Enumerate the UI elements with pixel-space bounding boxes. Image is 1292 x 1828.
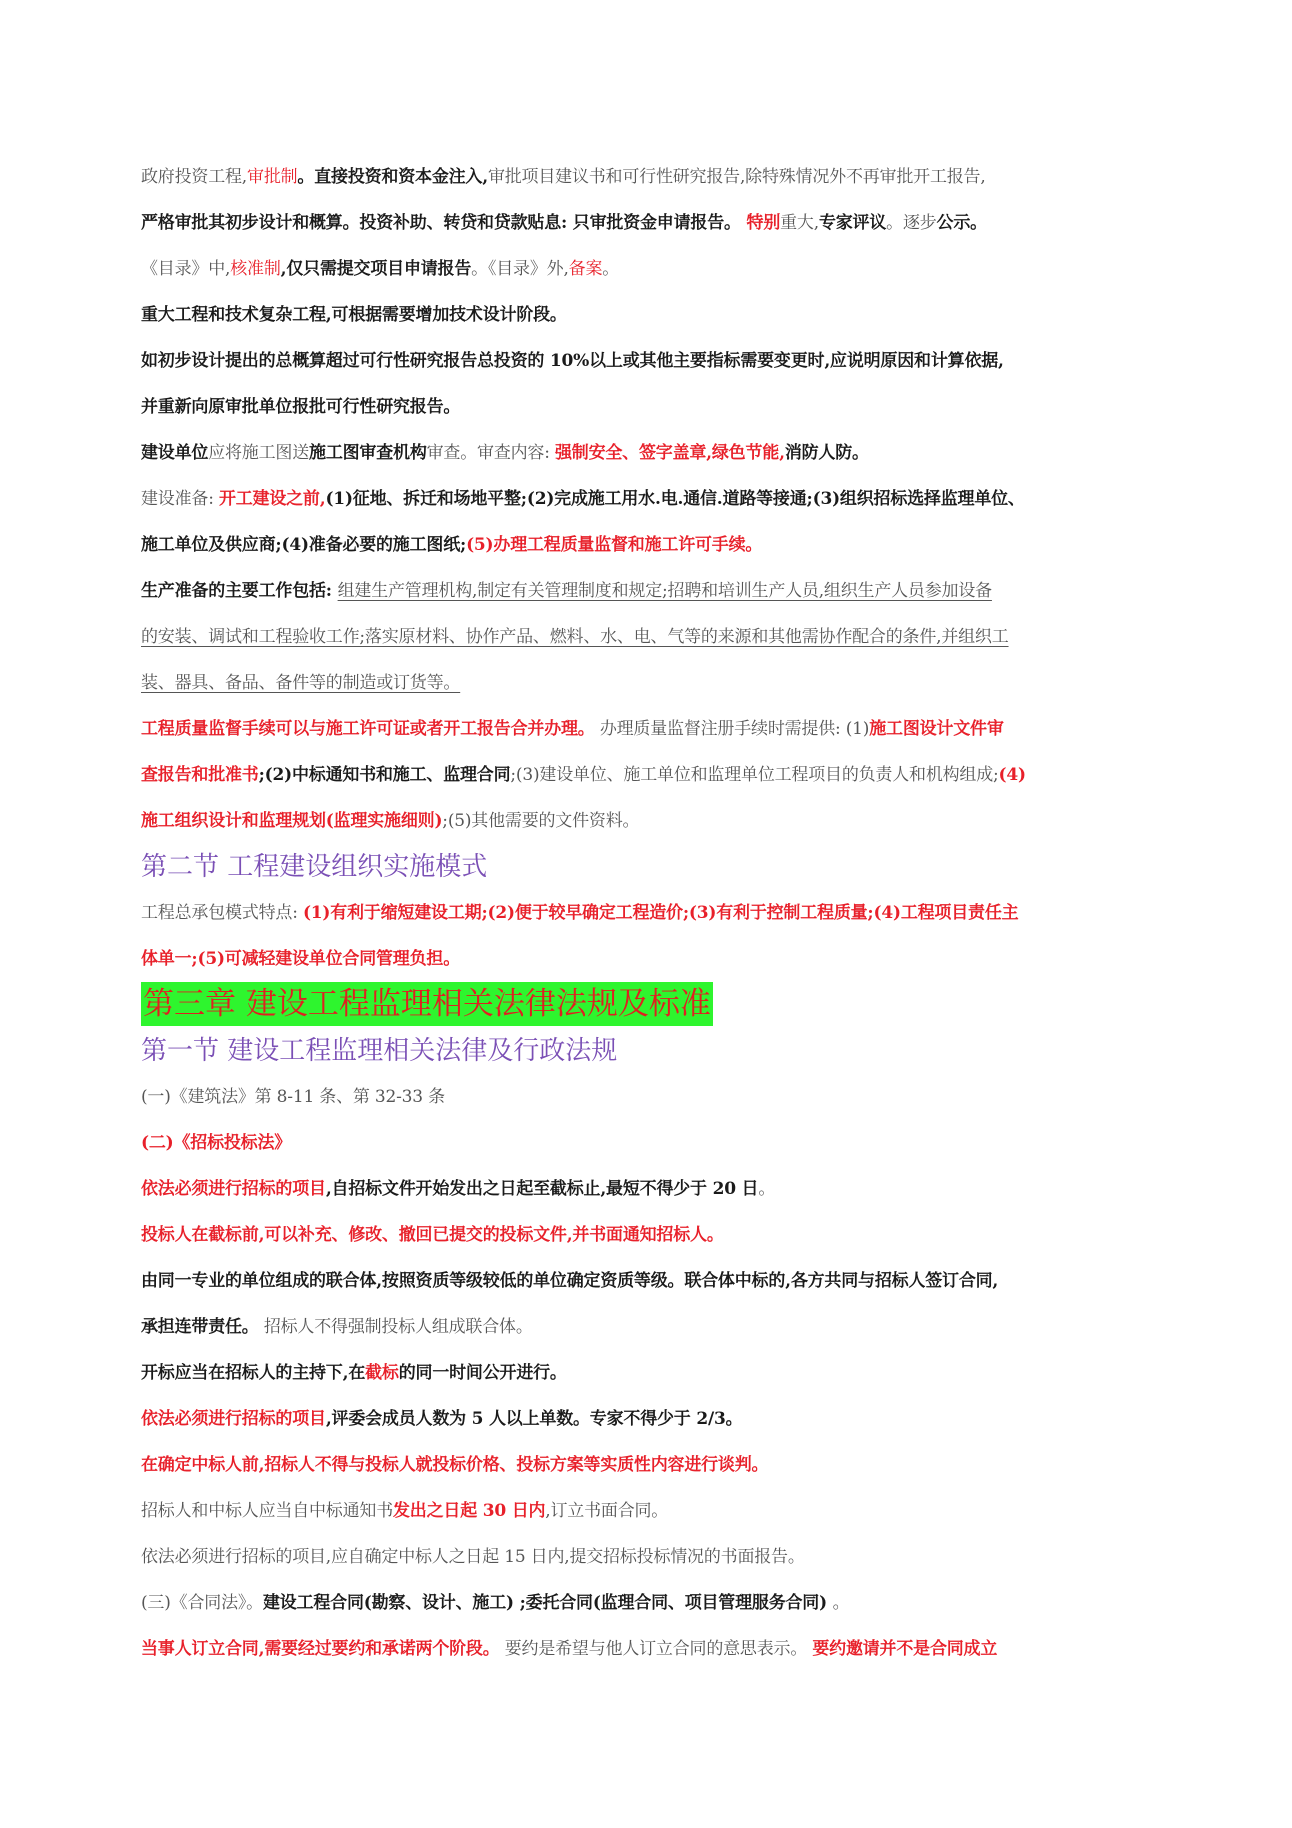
text-line [141,1074,1152,1120]
text-run: 。《目录》外, [471,259,569,279]
text-line [141,154,1152,200]
chapter-heading-wrap [141,982,1152,1028]
text-line [141,1580,1152,1626]
text-line [141,660,1152,706]
text-line [141,384,1152,430]
text-run: 。 [758,1179,776,1199]
text-line [141,1166,1152,1212]
text-run: 应将施工图送 [208,443,310,463]
text-run: (4) [998,765,1026,785]
text-run: 严格审批其初步设计和概算。投资补助、转贷和贷款贴息: 只审批资金申请报告。 [141,213,747,233]
section-heading-2: 第二节 工程建设组织实施模式 [141,852,488,882]
section-heading-3-1: 第一节 建设工程监理相关法律及行政法规 [141,1036,618,1066]
text-run: (1)有利于缩短建设工期;(2)便于较早确定工程造价;(3)有利于控制工程质量;(4)工程项目责任主 [302,903,1019,923]
text-run: ,评委会成员人数为 5 人以上单数。专家不得少于 2/3。 [325,1409,743,1429]
text-run: 招标人不得强制投标人组成联合体。 [258,1317,533,1337]
text-run: 如初步设计提出的总概算超过可行性研究报告总投资的 10%以上或其他主要指标需要变更时,应说明原因和计算依据, [141,351,1004,371]
text-run: 截标 [365,1363,399,1383]
text-run: 依法必须进行招标的项目 [141,1409,326,1429]
paragraph-block-approval [141,154,1152,844]
text-line [141,338,1152,384]
text-run: 工程总承包模式特点: [141,903,303,923]
text-run: 建设准备: [141,489,219,509]
text-run: 要约邀请并不是合同成立 [812,1639,998,1659]
text-run: 生产准备的主要工作包括: [141,581,338,601]
text-line [141,936,1152,982]
text-line [141,430,1152,476]
text-run: 消防人防。 [784,443,869,463]
text-line [141,1534,1152,1580]
text-line [141,890,1152,936]
text-run: (一)《建筑法》第 8-11 条、第 32-33 条 [141,1087,445,1107]
text-run: 政府投资工程, [141,167,248,187]
text-line [141,568,1152,614]
text-line [141,1350,1152,1396]
text-line [141,1442,1152,1488]
text-run: 核准制 [230,259,281,279]
text-run: 强制安全、签字盖章,绿色节能, [554,443,785,463]
text-run: 施工组织设计和监理规划(监理实施细则) [141,811,443,831]
text-run: 《目录》中, [141,259,231,279]
text-line [141,706,1152,752]
text-run: 。直接投资和资本金注入, [297,167,488,187]
text-run: 审批制 [247,167,298,187]
text-run: 特别 [746,213,781,233]
text-run: 审查。审查内容: [426,443,555,463]
text-run: 施工图审查机构 [309,443,427,463]
text-run: 办理质量监督注册手续时需提供: (1) [594,719,870,739]
text-line [141,1626,1152,1672]
text-line [141,522,1152,568]
text-line [141,1120,1152,1166]
text-run: 查报告和批准书 [141,765,259,785]
text-run: 要约是希望与他人订立合同的意思表示。 [499,1639,813,1659]
text-run: 。 [970,213,987,233]
text-line [141,1212,1152,1258]
text-line [141,292,1152,338]
text-run: 备案 [568,259,603,279]
text-run: ;(3)建设单位、施工单位和监理单位工程项目的负责人和机构组成; [510,765,999,785]
text-run: 专家评议 [818,213,887,233]
text-line [141,614,1152,660]
text-run: 并重新向原审批单位报批可行性研究报告。 [141,397,461,417]
text-run: 组建生产管理机构,制定有关管理制度和规定;招聘和培训生产人员,组织生产人员参加设备 [337,581,992,601]
text-run: 建设单位 [141,443,209,463]
text-run: 施工单位及供应商;(4)准备必要的施工图纸; [141,535,467,555]
text-run: ,订立书面合同。 [545,1501,669,1521]
text-line [141,246,1152,292]
text-run: 施工图设计文件审 [869,719,1004,739]
text-run: 体单一;(5)可减轻建设单位合同管理负担。 [141,949,460,969]
text-run: 重大工程和技术复杂工程,可根据需要增加技术设计阶段。 [141,305,567,325]
text-run: (1)征地、拆迁和场地平整;(2)完成施工用水.电.通信.道路等接通;(3)组织招标选择监理单位、 [325,489,1025,509]
text-line [141,200,1152,246]
text-run: 。 [832,1593,850,1613]
text-run: 。逐步 [886,213,937,233]
text-run: 。 [602,259,620,279]
text-run: 审批项目建议书和可行性研究报告,除特殊情况外不再审批开工报告, [487,167,986,187]
text-run: 开工建设之前, [218,489,326,509]
text-run: (二)《招标投标法》 [141,1133,292,1153]
text-run: 公示 [936,213,971,233]
text-line [141,1304,1152,1350]
text-run: 依法必须进行招标的项目,应自确定中标人之日起 15 日内,提交招标投标情况的书面报告。 [141,1547,805,1567]
text-run: 依法必须进行招标的项目 [141,1179,326,1199]
text-run: 承担连带责任。 [141,1317,259,1337]
text-run: 的同一时间公开进行。 [398,1363,567,1383]
text-run: 装、器具、备品、备件等的制造或订货等。 [141,673,461,693]
text-run: 发出之日起 30 日内 [393,1501,546,1521]
text-run: 工程质量监督手续可以与施工许可证或者开工报告合并办理。 [141,719,595,739]
paragraph-block-epc [141,890,1152,982]
text-line [141,752,1152,798]
text-run: 投标人在截标前,可以补充、修改、撤回已提交的投标文件,并书面通知招标人。 [141,1225,724,1245]
text-run: ;(5)其他需要的文件资料。 [442,811,640,831]
text-line [141,476,1152,522]
text-run: 开标应当在招标人的主持下,在 [141,1363,366,1383]
text-line [141,1488,1152,1534]
text-line [141,1396,1152,1442]
chapter-heading-3: 第三章 建设工程监理相关法律法规及标准 [141,982,713,1026]
text-run: ;(2)中标通知书和施工、监理合同 [258,765,511,785]
text-run: 建设工程合同(勘察、设计、施工) ;委托合同(监理合同、项目管理服务合同) [262,1593,833,1613]
text-run: 在确定中标人前,招标人不得与投标人就投标价格、投标方案等实质性内容进行谈判。 [141,1455,769,1475]
text-run: 的安装、调试和工程验收工作;落实原材料、协作产品、燃料、水、电、气等的来源和其他需协作配合的条件,并组织工 [141,627,1009,647]
text-run: 当事人订立合同,需要经过要约和承诺两个阶段。 [141,1639,500,1659]
text-line [141,798,1152,844]
text-run: 由同一专业的单位组成的联合体,按照资质等级较低的单位确定资质等级。联合体中标的,各方共同与招标人签订合同, [141,1271,999,1291]
text-run: ,自招标文件开始发出之日起至截标止,最短不得少于 20 日 [325,1179,759,1199]
text-run: 招标人和中标人应当自中标通知书 [141,1501,393,1521]
text-run: (5)办理工程质量监督和施工许可手续。 [466,535,763,555]
text-run: (三)《合同法》。 [141,1593,263,1613]
text-run: 重大, [780,213,819,233]
text-run: ,仅只需提交项目申请报告 [280,259,472,279]
text-line [141,1258,1152,1304]
paragraph-block-laws [141,1074,1152,1672]
